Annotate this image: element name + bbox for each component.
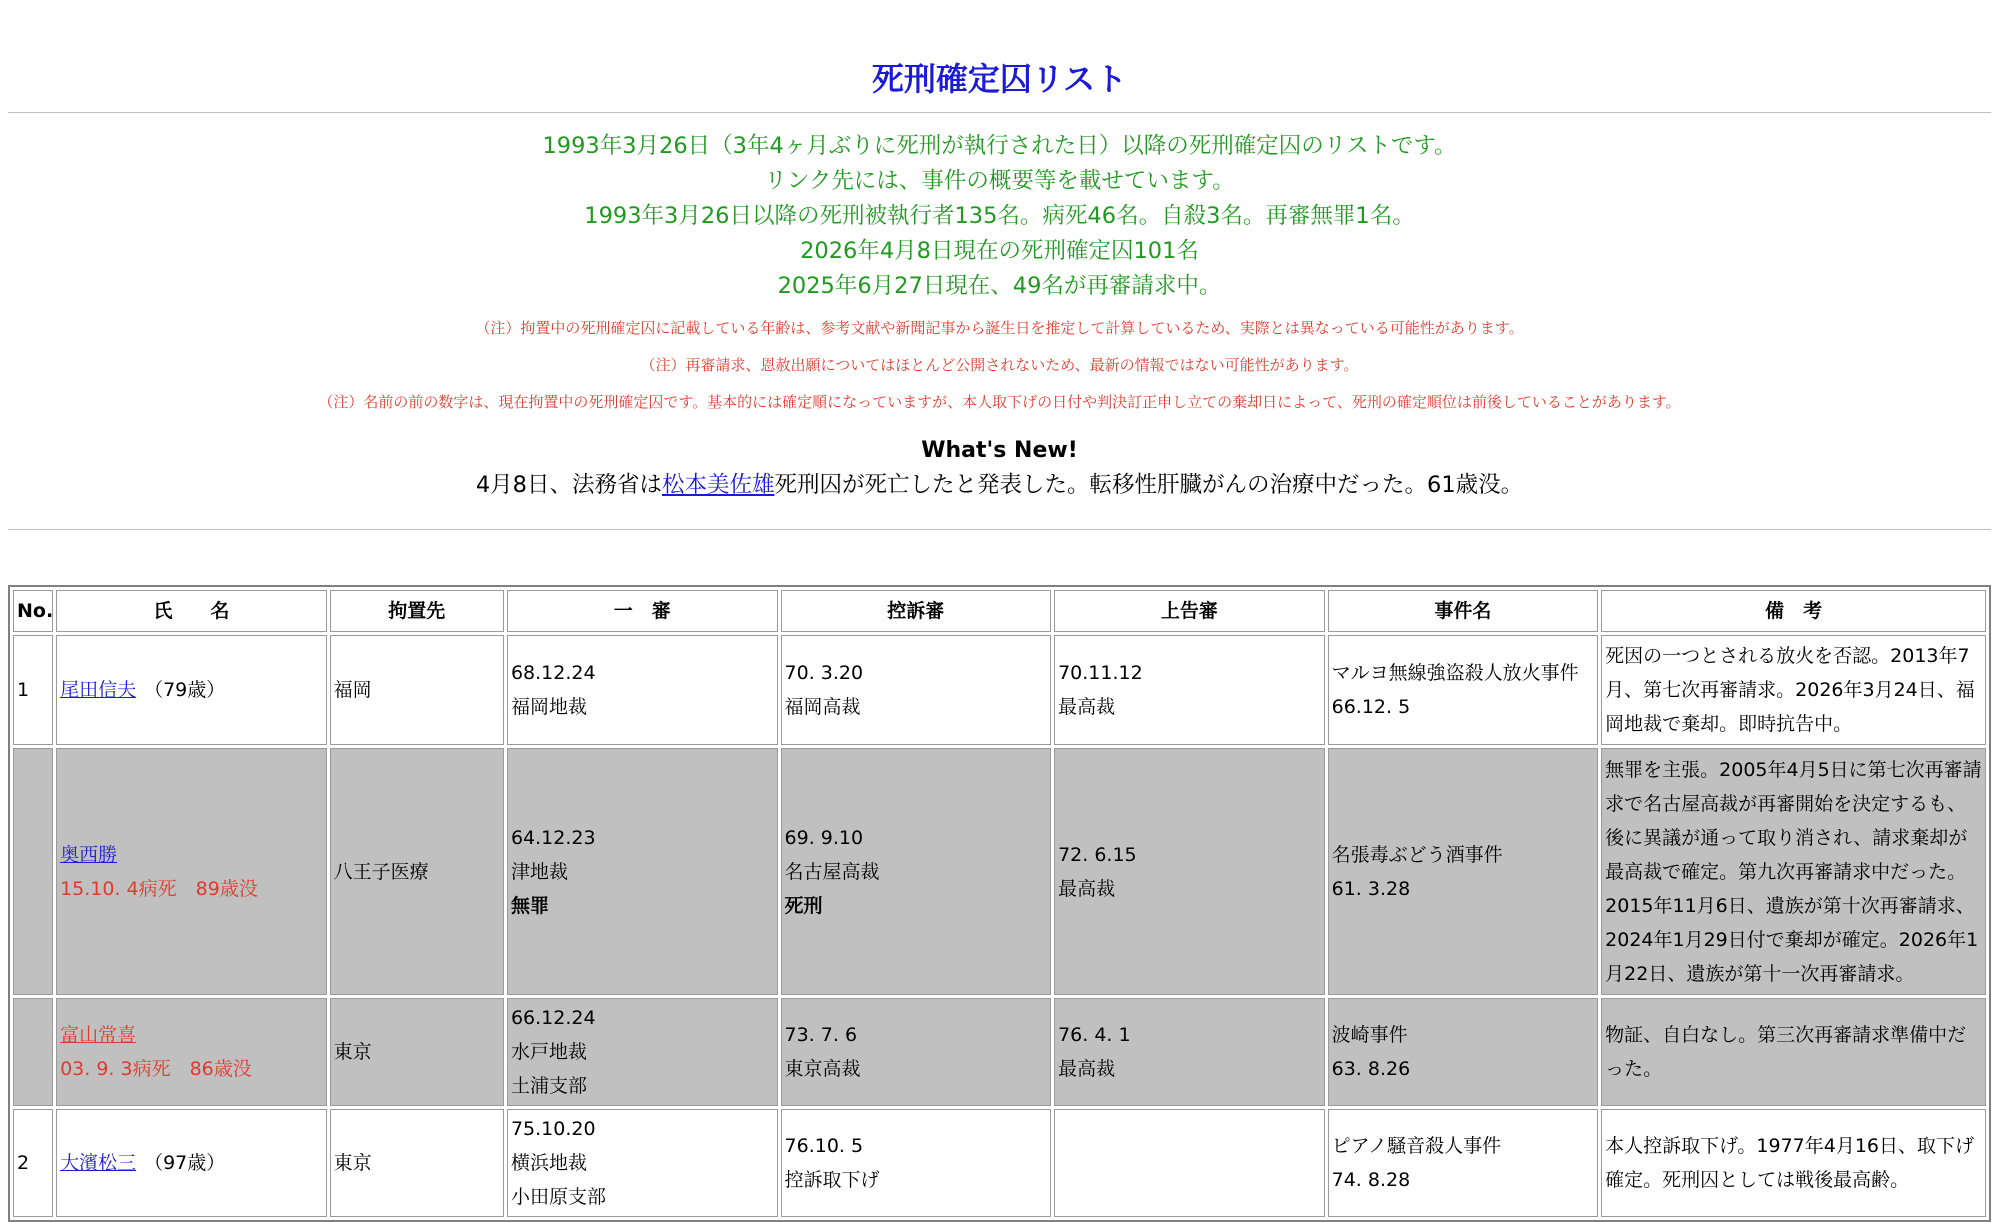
first-trial-court: 水戸地裁	[510, 1041, 587, 1063]
cell-appeal	[781, 1109, 1052, 1217]
first-trial-date: 68.12.24	[510, 662, 596, 684]
final-appeal-date: 70.11.12	[1058, 662, 1143, 684]
appeal-date: 70. 3.20	[784, 662, 864, 684]
cell-case	[1328, 748, 1599, 995]
cell-facility: 東京	[330, 998, 504, 1106]
top-divider	[8, 112, 1991, 113]
intro-line: 1993年3月26日（3年4ヶ月ぶりに死刑が執行された日）以降の死刑確定囚のリストです。	[542, 133, 1457, 159]
prisoner-link[interactable]: 大濱松三	[60, 1152, 137, 1174]
header-name: 氏 名	[56, 590, 327, 632]
final-appeal-date: 76. 4. 1	[1058, 1024, 1131, 1046]
case-name: 波崎事件	[1331, 1024, 1408, 1046]
cell-no: 2	[13, 1109, 53, 1217]
cell-remarks: 無罪を主張。2005年4月5日に第七次再審請求で名古屋高裁が再審開始を決定するも、後に異議が通って取り消され、請求棄却が最高裁で確定。第九次再審請求中だった。2015年11月6日、遺族が第十次再審請求、2024年1月29日付で棄却が確定。2026年1月22日、遺族が第十一次再審請求。	[1601, 748, 1986, 995]
prisoner-link[interactable]: 奥西勝	[60, 843, 118, 866]
whats-new-before: 4月8日、法務省は	[475, 472, 662, 498]
appeal-verdict: 死刑	[784, 894, 823, 917]
case-date: 66.12. 5	[1331, 696, 1411, 718]
intro-line: リンク先には、事件の概要等を載せています。	[764, 168, 1235, 194]
whats-new-heading: What's New!	[921, 438, 1078, 463]
first-trial-branch: 土浦支部	[510, 1075, 587, 1097]
page-title: 死刑確定囚リスト	[871, 60, 1128, 98]
header-case: 事件名	[1328, 590, 1599, 632]
cell-case	[1328, 998, 1599, 1106]
cell-first-trial	[507, 1109, 778, 1217]
final-appeal-date: 72. 6.15	[1058, 843, 1137, 866]
cell-name	[56, 635, 327, 745]
cell-facility: 福岡	[330, 635, 504, 745]
cell-remarks: 物証、自白なし。第三次再審請求準備中だった。	[1601, 998, 1986, 1106]
table-row	[13, 748, 1986, 995]
cell-case	[1328, 1109, 1599, 1217]
cell-no	[13, 748, 53, 995]
case-name: 名張毒ぶどう酒事件	[1331, 843, 1503, 866]
cell-no	[13, 998, 53, 1106]
cell-final-appeal	[1054, 998, 1325, 1106]
appeal-date: 69. 9.10	[784, 826, 864, 849]
table-row	[13, 635, 1986, 745]
appeal-date: 73. 7. 6	[784, 1024, 858, 1046]
cell-case	[1328, 635, 1599, 745]
prisoner-table-wrap	[8, 585, 1991, 1222]
note-line: （注）再審請求、恩赦出願についてはほとんど公開されないため、最新の情報ではない可能性があります。	[640, 356, 1359, 374]
first-trial-date: 64.12.23	[510, 826, 596, 849]
bottom-divider	[8, 529, 1991, 530]
header-final-appeal: 上告審	[1054, 590, 1325, 632]
cell-appeal	[781, 635, 1052, 745]
final-appeal-court: 最高裁	[1058, 877, 1116, 900]
table-row	[13, 1109, 1986, 1217]
intro-block	[0, 129, 1999, 304]
header-no: No.	[13, 590, 53, 632]
case-date: 61. 3.28	[1331, 877, 1411, 900]
cell-name	[56, 748, 327, 995]
cell-final-appeal	[1054, 748, 1325, 995]
prisoner-table	[8, 585, 1991, 1222]
intro-line: 1993年3月26日以降の死刑被執行者135名。病死46名。自殺3名。再審無罪1名。	[584, 203, 1415, 229]
prisoner-link[interactable]: 富山常喜	[60, 1024, 137, 1046]
cell-appeal	[781, 998, 1052, 1106]
first-trial-court: 福岡地裁	[510, 696, 587, 718]
appeal-court: 福岡高裁	[784, 696, 861, 718]
header-remarks: 備 考	[1601, 590, 1986, 632]
cell-name	[56, 998, 327, 1106]
cell-remarks: 死因の一つとされる放火を否認。2013年7月、第七次再審請求。2026年3月24日、福岡地裁で棄却。即時抗告中。	[1601, 635, 1986, 745]
intro-line: 2025年6月27日現在、49名が再審請求中。	[777, 273, 1222, 299]
appeal-court: 名古屋高裁	[784, 860, 880, 883]
prisoner-death: 03. 9. 3病死 86歳没	[60, 1058, 252, 1080]
whats-new-after: 死刑囚が死亡したと発表した。転移性肝臓がんの治療中だった。61歳没。	[774, 472, 1524, 498]
first-trial-branch: 小田原支部	[510, 1186, 606, 1208]
case-date: 63. 8.26	[1331, 1058, 1411, 1080]
header-appeal: 控訴審	[781, 590, 1052, 632]
header-facility: 拘置先	[330, 590, 504, 632]
case-date: 74. 8.28	[1331, 1169, 1411, 1191]
whats-new-text	[0, 468, 1999, 503]
case-name: ピアノ騒音殺人事件	[1331, 1135, 1502, 1157]
table-row	[13, 998, 1986, 1106]
intro-line: 2026年4月8日現在の死刑確定囚101名	[800, 238, 1199, 264]
cell-facility: 八王子医療	[330, 748, 504, 995]
whats-new-link[interactable]: 松本美佐雄	[661, 472, 775, 498]
cell-final-appeal	[1054, 635, 1325, 745]
prisoner-death: 15.10. 4病死 89歳没	[60, 877, 258, 900]
first-trial-date: 75.10.20	[510, 1118, 596, 1140]
header-first-trial: 一 審	[507, 590, 778, 632]
appeal-court: 控訴取下げ	[784, 1169, 880, 1191]
prisoner-age: （97歳）	[144, 1152, 226, 1174]
note-line: （注）拘置中の死刑確定囚に記載している年齢は、参考文献や新聞記事から誕生日を推定して計算しているため、実際とは異なっている可能性があります。	[475, 319, 1524, 337]
notes-block	[0, 310, 1999, 421]
cell-first-trial	[507, 998, 778, 1106]
final-appeal-court: 最高裁	[1058, 696, 1116, 718]
cell-name	[56, 1109, 327, 1217]
prisoner-link[interactable]: 尾田信夫	[60, 679, 137, 701]
final-appeal-court: 最高裁	[1058, 1058, 1116, 1080]
prisoner-age: （79歳）	[144, 679, 226, 701]
table-header-row	[13, 590, 1986, 632]
note-line: （注）名前の前の数字は、現在拘置中の死刑確定囚です。基本的には確定順になっていますが、本人取下げの日付や判決訂正申し立ての棄却日によって、死刑の確定順位は前後していることがあります。	[318, 393, 1681, 411]
appeal-date: 76.10. 5	[784, 1135, 864, 1157]
cell-appeal	[781, 748, 1052, 995]
cell-remarks: 本人控訴取下げ。1977年4月16日、取下げ確定。死刑囚としては戦後最高齢。	[1601, 1109, 1986, 1217]
first-trial-date: 66.12.24	[510, 1007, 596, 1029]
appeal-court: 東京高裁	[784, 1058, 861, 1080]
cell-first-trial	[507, 635, 778, 745]
first-trial-court: 横浜地裁	[510, 1152, 587, 1174]
cell-first-trial	[507, 748, 778, 995]
cell-facility: 東京	[330, 1109, 504, 1217]
cell-no: 1	[13, 635, 53, 745]
first-trial-verdict: 無罪	[510, 894, 549, 917]
first-trial-court: 津地裁	[510, 860, 568, 883]
cell-final-appeal	[1054, 1109, 1325, 1217]
case-name: マルヨ無線強盗殺人放火事件	[1331, 662, 1579, 684]
